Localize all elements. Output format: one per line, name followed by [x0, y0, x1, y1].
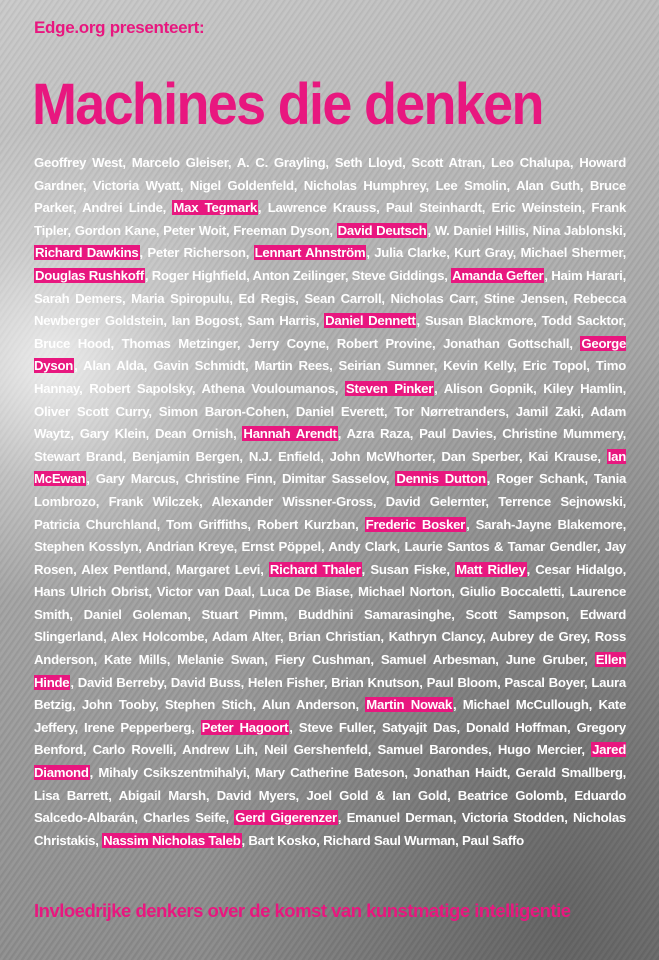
contributor-name: Alex Pentland — [81, 561, 168, 577]
book-subtitle: Invloedrijke denkers over de komst van kunstmatige intelligentie — [34, 900, 571, 921]
contributor-name: Jay Rosen — [34, 539, 627, 577]
contributor-name: Nina Jablonski — [532, 222, 623, 238]
contributor-name: A. C. Grayling — [236, 155, 326, 170]
contributor-name: Kiley Hamlin — [543, 380, 623, 396]
contributor-name: Roger Highfield — [151, 267, 247, 283]
contributor-name: Kate Jeffery — [34, 697, 627, 735]
contributor-name: Christine Finn — [184, 471, 273, 487]
contributor-name: Jonathan Gottschall — [443, 335, 570, 351]
contributor-name: Eric Topol — [522, 358, 587, 374]
contributor-name: Stuart Pimm — [201, 606, 284, 622]
contributor-name: Leo Chalupa — [491, 155, 570, 170]
contributor-name: Anton Zeilinger — [252, 267, 345, 283]
contributor-name: Tania Lombrozo — [34, 471, 627, 509]
contributor-name: Brian Christian — [288, 629, 381, 645]
contributor-name: Gary Marcus — [95, 471, 176, 487]
contributor-name-highlighted: Peter Hagoort — [201, 719, 289, 735]
contributor-name-highlighted: Hannah Arendt — [243, 426, 337, 442]
contributor-name: Aubrey de Grey — [490, 629, 587, 645]
contributor-name: Lawrence Krauss — [267, 200, 377, 216]
contributor-name: Melanie Swan — [177, 652, 265, 668]
contributor-name: Michael McCullough — [462, 697, 589, 713]
contributor-name: Sean Carroll — [304, 290, 382, 306]
contributor-name: Gary Klein — [79, 426, 146, 442]
contributor-name-highlighted: Jared Diamond — [34, 742, 627, 781]
contributor-name: Helen Fisher — [247, 674, 324, 690]
contributor-name: Buddhini Samarasinghe — [298, 606, 452, 622]
contributor-name: Gregory Benford — [34, 719, 626, 758]
contributor-name: Stine Jensen — [483, 290, 565, 306]
contributor-name: Gordon Kane — [74, 222, 156, 238]
contributor-name: Dean Ornish — [154, 426, 234, 442]
contributor-name: Kate Mills — [104, 652, 167, 668]
contributor-name: Robert Kurzban — [256, 516, 356, 532]
contributor-name: Jerry Coyne — [247, 335, 326, 351]
contributor-name-highlighted: Gerd Gigerenzer — [235, 810, 337, 826]
contributor-name: Freeman Dyson — [233, 222, 330, 238]
contributor-name-highlighted: Matt Ridley — [456, 561, 526, 577]
contributor-name: Neil Gershenfeld — [264, 742, 368, 758]
contributor-name: Satyajit Das — [382, 719, 457, 735]
contributor-name-highlighted: Ellen Hinde — [34, 652, 626, 690]
contributor-name: Victoria Wyatt — [92, 177, 180, 193]
contributor-name: Joel Gold & Ian Gold — [306, 787, 447, 803]
contributor-name: Nigel Goldenfeld — [189, 177, 294, 193]
contributor-name-highlighted: George Dyson — [34, 335, 627, 374]
contributor-name: Samuel Arbesman — [380, 652, 496, 668]
contributor-name: Haim Harari — [551, 267, 623, 283]
contributor-name: Rebecca Newberger Goldstein — [34, 290, 627, 329]
contributor-name: Bart Kosko — [248, 832, 317, 848]
contributor-name: Alan Alda — [83, 358, 144, 374]
contributor-name: Adam Waytz — [34, 403, 627, 442]
contributor-name: Emanuel Derman — [346, 810, 453, 826]
contributor-name: Jamil Zaki — [515, 403, 581, 419]
contributor-name: Kathryn Clancy — [388, 629, 483, 645]
contributor-name: Paul Steinhardt — [385, 200, 482, 216]
contributor-name: Dan Sperber — [441, 448, 519, 464]
contributor-name: Alexander Wissner-Gross — [211, 493, 373, 509]
contributor-name-highlighted: Daniel Dennett — [325, 313, 416, 329]
contributor-name: Robert Provine — [336, 335, 432, 351]
contributor-name: Fiery Cushman — [274, 652, 371, 668]
contributor-name: Sarah-Jayne Blakemore — [475, 516, 623, 532]
contributor-name: Abigail Marsh — [118, 787, 206, 803]
contributor-name: Pascal Boyer — [504, 674, 585, 690]
contributor-name: Gavin Schmidt — [153, 358, 245, 374]
contributor-name: Brian Knutson — [331, 674, 420, 690]
contributor-name: Jonathan Haidt — [413, 765, 507, 781]
contributor-name-highlighted: Frederic Bosker — [365, 516, 466, 532]
contributor-name-highlighted: Ian McEwan — [34, 448, 627, 487]
contributor-name: Adam Alter — [211, 629, 280, 645]
contributor-name: Simon Baron-Cohen — [158, 403, 286, 419]
contributor-name-highlighted: David Deutsch — [337, 222, 427, 238]
contributor-name-highlighted: Nassim Nicholas Taleb — [103, 832, 241, 848]
contributor-name: Dimitar Sasselov — [282, 471, 386, 487]
contributor-name: David Berreby — [77, 674, 164, 690]
contributor-name: Kevin Kelly — [443, 358, 514, 374]
contributor-name: Charles Seife — [143, 810, 226, 826]
contributor-name: Stewart Brand — [34, 448, 123, 464]
contributor-name: Robert Sapolsky — [89, 380, 192, 396]
contributor-name: Patricia Churchland — [34, 516, 157, 532]
contributor-name: Eduardo Salcedo-Albarán — [34, 787, 627, 826]
contributor-name: Kai Krause — [528, 448, 598, 464]
contributor-name: Alex Holcombe — [110, 629, 205, 645]
contributor-name: Gerald Smallberg — [515, 765, 623, 781]
contributor-name: Victoria Stodden — [461, 810, 565, 826]
contributor-name-highlighted: Dennis Dutton — [396, 471, 486, 487]
contributor-name: Todd Sacktor — [541, 313, 623, 329]
contributor-name: Peter Woit — [163, 222, 227, 238]
contributor-name: N.J. Enfield — [248, 448, 321, 464]
contributor-list: Geoffrey West, Marcelo Gleiser, A. C. Grayling, Seth Lloyd, Scott Atran, Leo Chalupa, Howard Gardner, Victoria Wyatt, Nigel Goldenfeld, Nicholas Humphrey, Lee Smolin, Alan Guth, Bruce Parker, Andrei Linde, Max Tegmark, Lawrence Krauss, Paul Steinhardt, Eric Weinstein, Frank Tipler, Gordon Kane, Peter Woit, Freeman Dyson, David Deutsch, W. Daniel Hillis, Nina Jablonski, Richard Dawkins, Peter Richerson, Lennart Ahnström, Julia Clarke, Kurt Gray, Michael Shermer, Douglas Rushkoff, Roger Highfield, Anton Zeilinger, Steve Giddings, Amanda Gefter, Haim Harari, Sarah Demers, Maria Spiropulu, Ed Regis, Sean Carroll, Nicholas Carr, Stine Jensen, Rebecca Newberger Goldstein, Ian Bogost, Sam Harris, Daniel Dennett, Susan Blackmore, Todd Sacktor, Bruce Hood, Thomas Metzinger, Jerry Coyne, Robert Provine, Jonathan Gottschall, George Dyson, Alan Alda, Gavin Schmidt, Martin Rees, Seirian Sumner, Kevin Kelly, Eric Topol, Timo Hannay, Robert Sapolsky, Athena Vouloumanos, Steven Pinker, Alison Gopnik, Kiley Hamlin, Oliver Scott Curry, Simon Baron-Cohen, Daniel Everett, Tor Nørretranders, Jamil Zaki, Adam Waytz, Gary Klein, Dean Ornish, Hannah Arendt, Azra Raza, Paul Davies, Christine Mummery, Stewart Brand, Benjamin Bergen, N.J. Enfield, John McWhorter, Dan Sperber, Kai Krause, Ian McEwan, Gary Marcus, Christine Finn, Dimitar Sasselov, Dennis Dutton, Roger Schank, Tania Lombrozo, Frank Wilczek, Alexander Wissner-Gross, David Gelernter, Terrence Sejnowski, Patricia Churchland, Tom Griffiths, Robert Kurzban, Frederic Bosker, Sarah-Jayne Blakemore, Stephen Kosslyn, Andrian Kreye, Ernst Pöppel, Andy Clark, Laurie Santos & Tamar Gendler, Jay Rosen, Alex Pentland, Margaret Levi, Richard Thaler, Susan Fiske, Matt Ridley, Cesar Hidalgo, Hans Ulrich Obrist, Victor van Daal, Luca De Biase, Michael Norton, Giulio Boccaletti, Laurence Smith, Daniel Goleman, Stuart Pimm, Buddhini Samarasinghe, Scott Sampson, Edward Slingerland, Alex Holcombe, Adam Alter, Brian Christian, Kathryn Clancy, Aubrey de Grey, Ross Anderson, Kate Mills, Melanie Swan, Fiery Cushman, Samuel Arbesman, June Gruber, Ellen Hinde, David Berreby, David Buss, Helen Fisher, Brian Knutson, Paul Bloom, Pascal Boyer, Laura Betzig, John Tooby, Stephen Stich, Alun Anderson, Martin Nowak, Michael McCullough, Kate Jeffery, Irene Pepperberg, Peter Hagoort, Steve Fuller, Satyajit Das, Donald Hoffman, Gregory Benford, Carlo Rovelli, Andrew Lih, Neil Gershenfeld, Samuel Barondes, Hugo Mercier, Jared Diamond, Mihaly Csikszentmihalyi, Mary Catherine Bateson, Jonathan Haidt, Gerald Smallberg, Lisa Barrett, Abigail Marsh, David Myers, Joel Gold & Ian Gold, Beatrice Golomb, Eduardo Salcedo-Albarán, Charles Seife, Gerd Gigerenzer, Emanuel Derman, Victoria Stodden, Nicholas Christakis, Nassim Nicholas Taleb, Bart Kosko, Richard Saul Wurman, Paul Saffo — [34, 155, 627, 848]
contributor-name: Azra Raza — [346, 426, 410, 442]
contributor-name-highlighted: Steven Pinker — [345, 380, 434, 396]
contributor-name: Steve Fuller — [298, 719, 373, 735]
contributor-name: Michael Norton — [357, 584, 452, 600]
contributor-name: Seirian Sumner — [338, 358, 434, 374]
contributor-name: Frank Wilczek — [108, 493, 200, 509]
contributor-name: Laura Betzig — [34, 674, 627, 713]
contributor-name: Mary Catherine Bateson — [255, 765, 405, 781]
contributor-name: Tom Griffiths — [166, 516, 248, 532]
contributor-name-highlighted: Max Tegmark — [173, 200, 257, 216]
contributor-name: Alison Gopnik — [443, 380, 534, 396]
contributor-name: Daniel Goleman — [83, 606, 188, 622]
contributor-name: Giulio Boccaletti — [459, 584, 562, 600]
contributor-name-highlighted: Richard Dawkins — [35, 245, 139, 261]
contributor-name: Sarah Demers — [34, 290, 123, 306]
contributor-name: Beatrice Golomb — [457, 787, 564, 803]
contributor-name: Maria Spiropulu — [131, 290, 230, 306]
contributor-name: Nicholas Christakis — [34, 810, 626, 848]
contributor-name: Bruce Parker — [34, 177, 626, 216]
contributor-name-highlighted: Douglas Rushkoff — [35, 267, 144, 283]
contributor-name: Richard Saul Wurman — [323, 832, 456, 848]
contributor-name: Nicholas Humphrey — [303, 177, 426, 193]
contributor-name: Geoffrey West — [34, 155, 123, 170]
contributor-name: Ian Bogost — [171, 313, 239, 329]
contributor-name: Paul Davies — [419, 426, 493, 442]
contributor-name: Michael Shermer — [520, 245, 623, 261]
contributor-name: Alan Guth — [515, 177, 580, 193]
contributor-name: Ed Regis — [238, 290, 296, 306]
contributor-name: Victor van Daal — [156, 584, 252, 600]
contributor-name: Seth Lloyd — [334, 155, 403, 170]
contributor-name: Luca De Biase — [259, 584, 350, 600]
contributor-name: Andrei Linde — [82, 200, 163, 216]
contributor-name: Marcelo Gleiser — [131, 155, 228, 170]
contributor-name-highlighted: Lennart Ahnström — [254, 245, 366, 261]
contributor-name: Daniel Everett — [295, 403, 384, 419]
presenter-line: Edge.org presenteert: — [34, 18, 205, 37]
contributor-name: Terrence Sejnowski — [498, 493, 623, 509]
contributor-name: Scott Sampson — [465, 606, 566, 622]
contributor-name: Oliver Scott Curry — [34, 403, 149, 419]
contributor-name-highlighted: Martin Nowak — [366, 697, 452, 713]
contributor-name: Alun Anderson — [261, 697, 356, 713]
contributor-name: Eric Weinstein — [491, 200, 582, 216]
contributor-name: Ross Anderson — [34, 629, 627, 668]
contributor-name: David Buss — [170, 674, 241, 690]
contributor-name: Susan Fiske — [370, 561, 447, 577]
contributor-name: Julia Clarke — [374, 245, 447, 261]
contributor-name: Andrian Kreye — [145, 539, 234, 555]
contributor-name: Margaret Levi — [175, 561, 261, 577]
contributor-name: Frank Tipler — [34, 200, 627, 238]
contributor-name: Bruce Hood — [34, 335, 111, 351]
contributor-name: W. Daniel Hillis — [434, 222, 526, 238]
contributor-name: June Gruber — [505, 652, 585, 668]
contributor-name: Carlo Rovelli — [92, 742, 173, 758]
contributor-name: Kurt Gray — [454, 245, 513, 261]
contributor-name: Scott Atran — [411, 155, 482, 170]
contributor-name: Samuel Barondes — [377, 742, 489, 758]
contributor-name: Roger Schank — [496, 471, 585, 487]
contributor-name: John Tooby — [81, 697, 156, 713]
contributor-name: Paul Saffo — [461, 832, 524, 848]
book-title: Machines die denken — [32, 72, 543, 137]
contributor-name: Thomas Metzinger — [121, 335, 237, 351]
contributor-name: Sam Harris — [247, 313, 316, 329]
contributor-name: Howard Gardner — [34, 155, 627, 193]
contributor-name: Lee Smolin — [435, 177, 507, 193]
contributor-name: Lisa Barrett — [34, 787, 109, 803]
contributor-name: Paul Bloom — [426, 674, 498, 690]
contributor-name: Timo Hannay — [34, 358, 627, 396]
contributor-name: Martin Rees — [254, 358, 330, 374]
contributor-name: Athena Vouloumanos — [201, 380, 335, 396]
contributor-name: Stephen Kosslyn — [34, 539, 139, 555]
contributor-name: Cesar Hidalgo — [535, 561, 623, 577]
contributor-name: Susan Blackmore — [424, 313, 534, 329]
contributor-name: Peter Richerson — [147, 245, 246, 261]
contributor-name: Irene Pepperberg — [84, 719, 192, 735]
contributor-name: Nicholas Carr — [390, 290, 475, 306]
contributor-name: David Gelernter — [385, 493, 486, 509]
contributor-name: Steve Giddings — [351, 267, 445, 283]
contributor-name: Mihaly Csikszentmihalyi — [98, 765, 247, 781]
contributor-name-highlighted: Richard Thaler — [269, 561, 361, 577]
contributor-name: Stephen Stich — [164, 697, 253, 713]
contributor-name: John McWhorter — [329, 448, 433, 464]
contributor-name-highlighted: Amanda Gefter — [452, 267, 544, 283]
contributor-name: Laurence Smith — [34, 584, 627, 622]
contributor-name: Andy Clark — [328, 539, 397, 555]
contributor-name: Hans Ulrich Obrist — [34, 584, 149, 600]
contributor-name: Benjamin Bergen — [132, 448, 240, 464]
contributor-name: Donald Hoffman — [465, 719, 567, 735]
contributor-name: Laurie Santos & Tamar Gendler — [404, 539, 597, 555]
contributor-name: Christine Mummery — [502, 426, 623, 442]
contributor-name: Ernst Pöppel — [241, 539, 321, 555]
contributor-name: Andrew Lih — [182, 742, 255, 758]
contributor-name: Hugo Mercier — [497, 742, 582, 758]
contributor-name: Tor Nørretranders — [394, 403, 506, 419]
contributor-name: Edward Slingerland — [34, 606, 627, 645]
contributor-name: David Myers — [216, 787, 296, 803]
